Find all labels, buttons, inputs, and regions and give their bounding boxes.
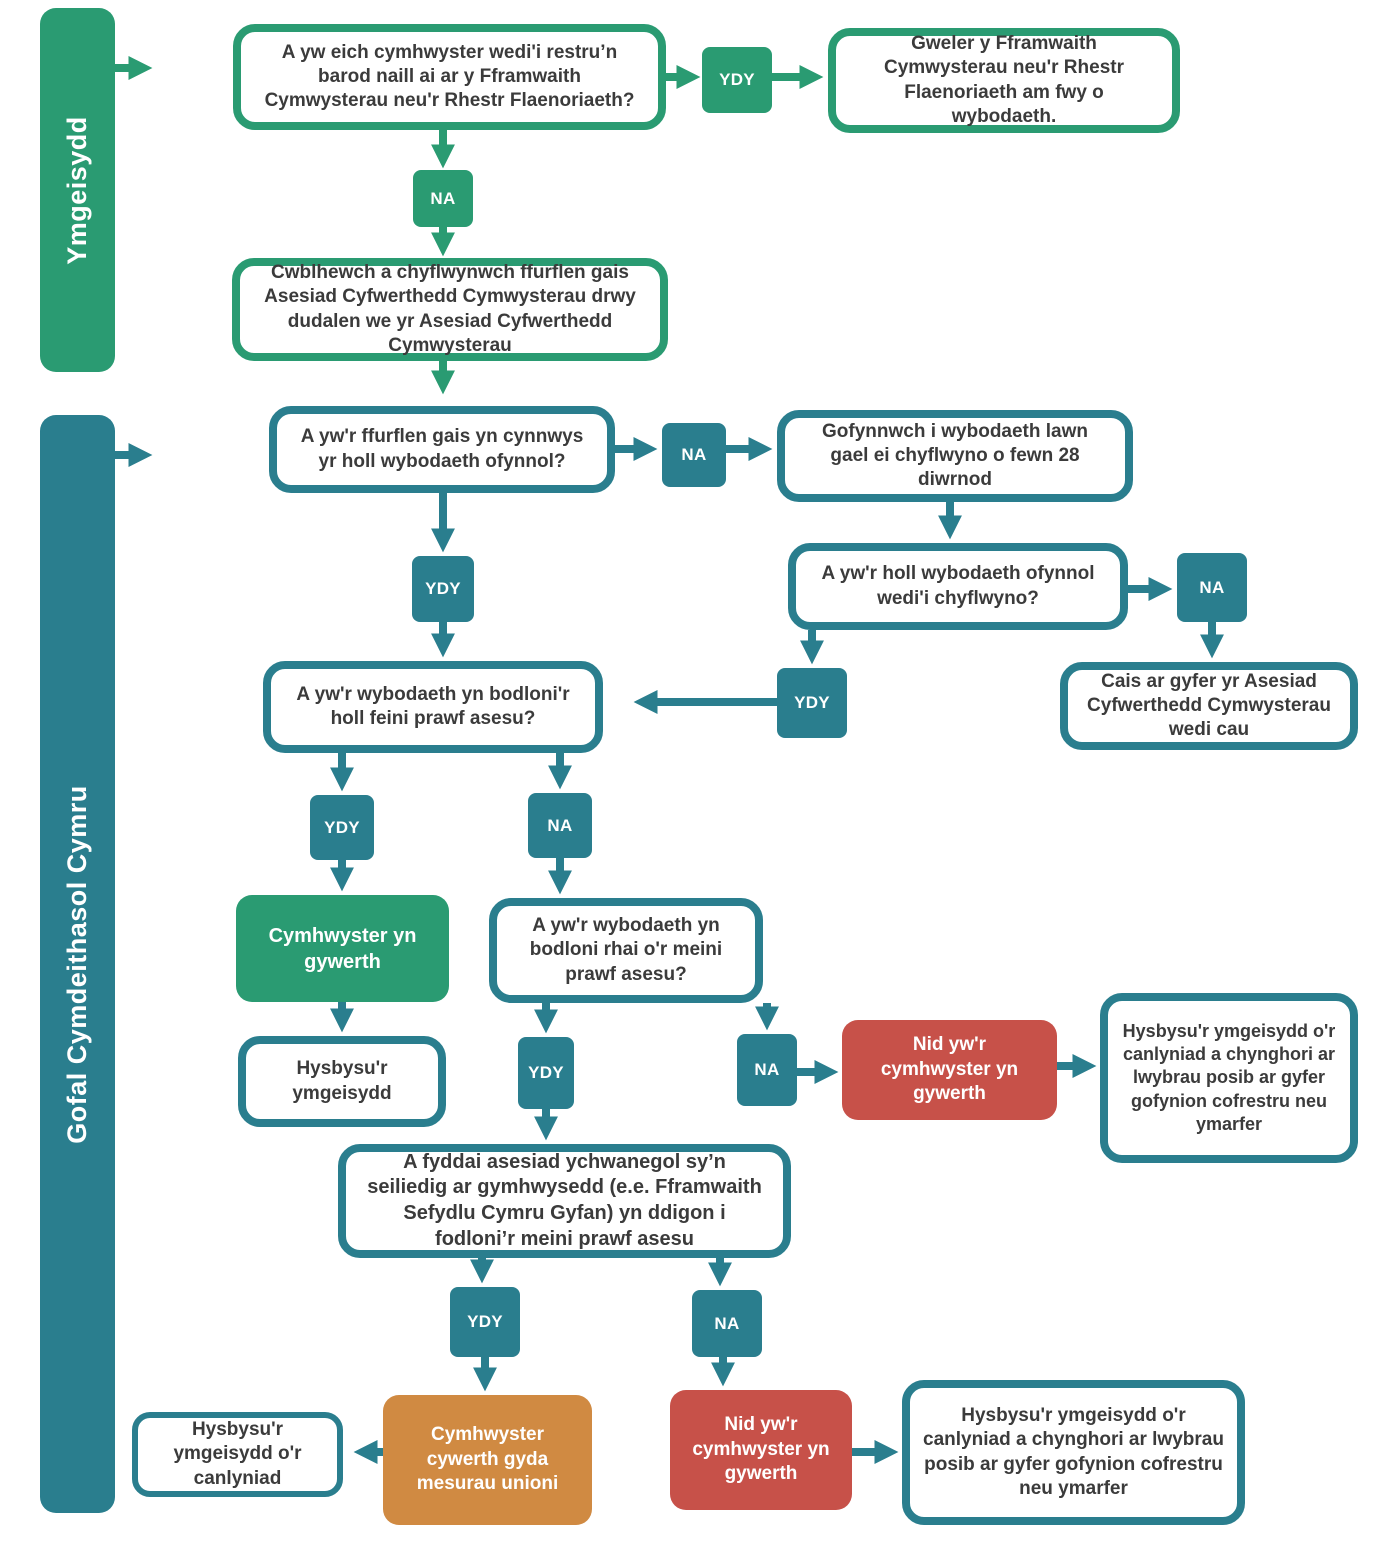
step-notify-result-advise-routes-1: Hysbysu'r ymgeisydd o'r canlyniad a chynghori ar lwybrau posib ar gyfer gofynion cofrestru neu ymarfer [1100, 993, 1358, 1163]
step-notify-applicant: Hysbysu'r ymgeisydd [238, 1036, 446, 1127]
step-notify-applicant-of-result: Hysbysu'r ymgeisydd o'r canlyniad [132, 1412, 343, 1497]
outcome-not-equivalent-2: Nid yw'r cymhwyster yn gywerth [670, 1390, 852, 1510]
outcome-see-framework: Gweler y Fframwaith Cymwysterau neu'r Rhestr Flaenoriaeth am fwy o wybodaeth. [828, 28, 1180, 133]
outcome-qualification-equivalent: Cymhwyster yn gywerth [236, 895, 449, 1002]
section-label-social-care-wales: Gofal Cymdeithasol Cymru [62, 784, 93, 1144]
decision-na-6: NA [692, 1290, 762, 1357]
section-label-applicant: Ymgeisydd [62, 115, 93, 265]
step-request-full-information: Gofynnwch i wybodaeth lawn gael ei chyflwyno o fewn 28 diwrnod [777, 410, 1133, 502]
step-notify-result-advise-routes-2: Hysbysu'r ymgeisydd o'r canlyniad a chynghori ar lwybrau posib ar gyfer gofynion cofrestru neu ymarfer [902, 1380, 1245, 1525]
decision-na-1: NA [413, 170, 473, 227]
decision-ydy-3: YDY [777, 668, 847, 738]
outcome-not-equivalent-1: Nid yw'r cymhwyster yn gywerth [842, 1020, 1057, 1120]
decision-ydy-2: YDY [412, 556, 474, 622]
step-complete-application-form: Cwblhewch a chyflwynwch ffurflen gais Asesiad Cyfwerthedd Cymwysterau drwy dudalen we yr Asesiad Cyfwerthedd Cymwysterau [232, 258, 668, 361]
question-info-submitted: A yw'r holl wybodaeth ofynnol wedi'i chyflwyno? [788, 543, 1128, 630]
question-some-criteria-met: A yw'r wybodaeth yn bodloni rhai o'r meini prawf asesu? [489, 898, 763, 1003]
outcome-equivalent-with-remedial-measures: Cymhwyster cywerth gyda mesurau unioni [383, 1395, 592, 1525]
section-bar-applicant [40, 8, 115, 372]
decision-ydy-6: YDY [450, 1287, 520, 1357]
decision-na-4: NA [528, 793, 592, 858]
decision-ydy-1: YDY [702, 47, 772, 113]
outcome-application-closed: Cais ar gyfer yr Asesiad Cyfwerthedd Cymwysterau wedi cau [1060, 662, 1358, 750]
question-qualification-listed: A yw eich cymhwyster wedi'i restru’n barod naill ai ar y Fframwaith Cymwysterau neu'r Rhestr Flaenoriaeth? [233, 24, 666, 130]
section-bar-social-care-wales [40, 415, 115, 1513]
decision-na-5: NA [737, 1034, 797, 1106]
question-form-complete: A yw'r ffurflen gais yn cynnwys yr holl wybodaeth ofynnol? [269, 406, 615, 493]
decision-na-3: NA [1177, 553, 1247, 622]
decision-ydy-5: YDY [518, 1037, 574, 1109]
question-additional-competence-assessment: A fyddai asesiad ychwanegol sy’n seiliedig ar gymhwysedd (e.e. Fframwaith Sefydlu Cymru Gyfan) yn ddigon i fodloni’r meini prawf asesu [338, 1144, 791, 1258]
decision-na-2: NA [662, 423, 726, 487]
decision-ydy-4: YDY [310, 795, 374, 860]
question-all-criteria-met: A yw'r wybodaeth yn bodloni'r holl feini prawf asesu? [263, 661, 603, 753]
